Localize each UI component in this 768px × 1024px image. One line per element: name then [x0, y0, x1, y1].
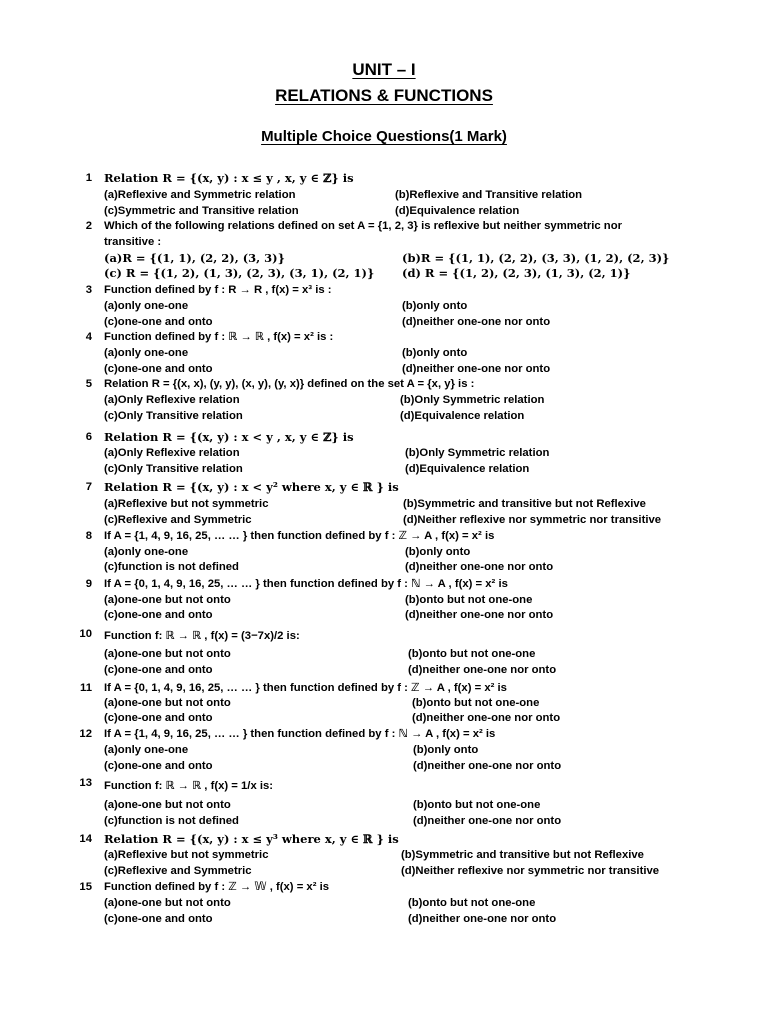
question-number: 4	[85, 331, 92, 343]
option-a: (a)only one-one	[104, 347, 189, 359]
section-title: Multiple Choice Questions(1 Mark)	[261, 128, 507, 145]
option-b: (b)onto but not one-one	[405, 594, 533, 606]
option-c: (c)Only Transitive relation	[104, 463, 243, 475]
subject-title: RELATIONS & FUNCTIONS	[275, 86, 493, 105]
option-c: (c)one-one and onto	[104, 664, 213, 676]
option-d: (d) R = {(1, 2), (2, 3), (1, 3), (2, 1)}	[402, 266, 631, 280]
question-number: 5	[85, 378, 92, 390]
option-c: (c)one-one and onto	[104, 363, 213, 375]
question-stem: Which of the following relations defined on set A = {1, 2, 3} is reflexive but neither symmetric nor	[104, 220, 622, 232]
question-number: 2	[85, 220, 92, 232]
option-b: (b)only onto	[413, 744, 479, 756]
option-b: (b)Symmetric and transitive but not Reflexive	[403, 498, 646, 510]
option-d: (d)Neither reflexive nor symmetric nor transitive	[401, 865, 660, 877]
question-number: 12	[79, 728, 92, 740]
question-number: 8	[85, 530, 92, 542]
question-stem: If A = {0, 1, 4, 9, 16, 25, … … } then function defined by f : ℤ → A , f(x) = x² is	[104, 682, 507, 694]
option-b: (b)Reflexive and Transitive relation	[395, 189, 583, 201]
option-a: (a)only one-one	[104, 300, 189, 312]
question-stem: Function defined by f : ℝ → ℝ , f(x) = x² is :	[104, 331, 334, 343]
option-c: (c)function is not defined	[104, 561, 239, 573]
unit-title: UNIT – I	[352, 60, 416, 79]
option-b: (b)onto but not one-one	[408, 897, 536, 909]
question-number: 3	[85, 284, 92, 296]
option-b: (b)Only Symmetric relation	[400, 394, 545, 406]
option-b: (b)only onto	[402, 300, 468, 312]
option-c: (c)Symmetric and Transitive relation	[104, 205, 299, 217]
option-d: (d)neither one-one nor onto	[402, 363, 551, 375]
option-a: (a)one-one but not onto	[104, 594, 231, 606]
option-d: (d)neither one-one nor onto	[402, 316, 551, 328]
option-a: (a)only one-one	[104, 744, 189, 756]
option-a: (a)one-one but not onto	[104, 897, 231, 909]
option-a: (a)R = {(1, 1), (2, 2), (3, 3)}	[104, 251, 286, 265]
option-b: (b)onto but not one-one	[413, 799, 541, 811]
question-stem: Relation R = {(x, y) : x < y² where x, y ∈ ℝ } is	[104, 480, 399, 494]
option-a: (a)one-one but not onto	[104, 697, 231, 709]
option-d: (d)neither one-one nor onto	[413, 815, 562, 827]
option-a: (a)only one-one	[104, 546, 189, 558]
question-stem: If A = {1, 4, 9, 16, 25, … … } then function defined by f : ℕ → A , f(x) = x² is	[104, 728, 496, 740]
option-c: (c)Only Transitive relation	[104, 410, 243, 422]
option-a: (a)one-one but not onto	[104, 648, 231, 660]
option-d: (d)neither one-one nor onto	[412, 712, 561, 724]
question-number: 13	[79, 777, 92, 789]
option-c: (c)Reflexive and Symmetric	[104, 865, 252, 877]
question-stem: Function defined by f : R → R , f(x) = x³ is :	[104, 284, 332, 296]
question-stem: Relation R = {(x, x), (y, y), (x, y), (y, x)} defined on the set A = {x, y} is :	[104, 378, 475, 390]
option-a: (a)Reflexive and Symmetric relation	[104, 189, 296, 201]
option-c: (c)one-one and onto	[104, 316, 213, 328]
option-d: (d)neither one-one nor onto	[408, 664, 557, 676]
option-c: (c)one-one and onto	[104, 913, 213, 925]
option-d: (d)neither one-one nor onto	[405, 609, 554, 621]
question-stem: Relation R = {(x, y) : x < y , x, y ∈ ℤ} is	[104, 430, 354, 444]
question-number: 11	[80, 682, 92, 694]
option-b: (b)Symmetric and transitive but not Reflexive	[401, 849, 644, 861]
question-stem: Function f: ℝ → ℝ , f(x) = 1/x is:	[104, 780, 274, 792]
option-d: (d)Equivalence relation	[400, 410, 525, 422]
option-b: (b)Only Symmetric relation	[405, 447, 550, 459]
option-a: (a)Only Reflexive relation	[104, 394, 240, 406]
option-a: (a)one-one but not onto	[104, 799, 231, 811]
option-d: (d)Equivalence relation	[395, 205, 520, 217]
question-number: 10	[79, 628, 92, 640]
question-number: 1	[85, 172, 92, 184]
question-stem: Relation R = {(x, y) : x ≤ y³ where x, y ∈ ℝ } is	[104, 832, 399, 846]
option-a: (a)Only Reflexive relation	[104, 447, 240, 459]
option-c: (c)function is not defined	[104, 815, 239, 827]
question-stem: Function defined by f : ℤ → 𝕎 , f(x) = x² is	[104, 881, 330, 893]
option-a: (a)Reflexive but not symmetric	[104, 849, 269, 861]
option-c: (c)one-one and onto	[104, 760, 213, 772]
option-b: (b)onto but not one-one	[408, 648, 536, 660]
option-c: (c)one-one and onto	[104, 712, 213, 724]
option-d: (d)neither one-one nor onto	[405, 561, 554, 573]
option-b: (b)onto but not one-one	[412, 697, 540, 709]
question-stem-cont: transitive :	[104, 236, 162, 248]
option-c: (c)one-one and onto	[104, 609, 213, 621]
option-b: (b)R = {(1, 1), (2, 2), (3, 3), (1, 2), (2, 3)}	[402, 251, 670, 265]
question-number: 14	[79, 833, 92, 845]
option-c: (c) R = {(1, 2), (1, 3), (2, 3), (3, 1), (2, 1)}	[104, 266, 375, 280]
option-c: (c)Reflexive and Symmetric	[104, 514, 252, 526]
question-number: 6	[85, 431, 92, 443]
question-stem: Relation R = {(x, y) : x ≤ y , x, y ∈ ℤ} is	[104, 171, 354, 185]
question-number: 9	[85, 578, 92, 590]
option-b: (b)only onto	[405, 546, 471, 558]
option-d: (d)neither one-one nor onto	[408, 913, 557, 925]
option-a: (a)Reflexive but not symmetric	[104, 498, 269, 510]
option-b: (b)only onto	[402, 347, 468, 359]
question-stem: If A = {1, 4, 9, 16, 25, … … } then function defined by f : ℤ → A , f(x) = x² is	[104, 530, 495, 542]
question-stem: If A = {0, 1, 4, 9, 16, 25, … … } then function defined by f : ℕ → A , f(x) = x² is	[104, 578, 508, 590]
option-d: (d)Neither reflexive nor symmetric nor transitive	[403, 514, 662, 526]
question-number: 7	[85, 481, 92, 493]
option-d: (d)Equivalence relation	[405, 463, 530, 475]
question-stem: Function f: ℝ → ℝ , f(x) = (3−7x)/2 is:	[104, 630, 300, 642]
option-d: (d)neither one-one nor onto	[413, 760, 562, 772]
question-number: 15	[79, 881, 92, 893]
